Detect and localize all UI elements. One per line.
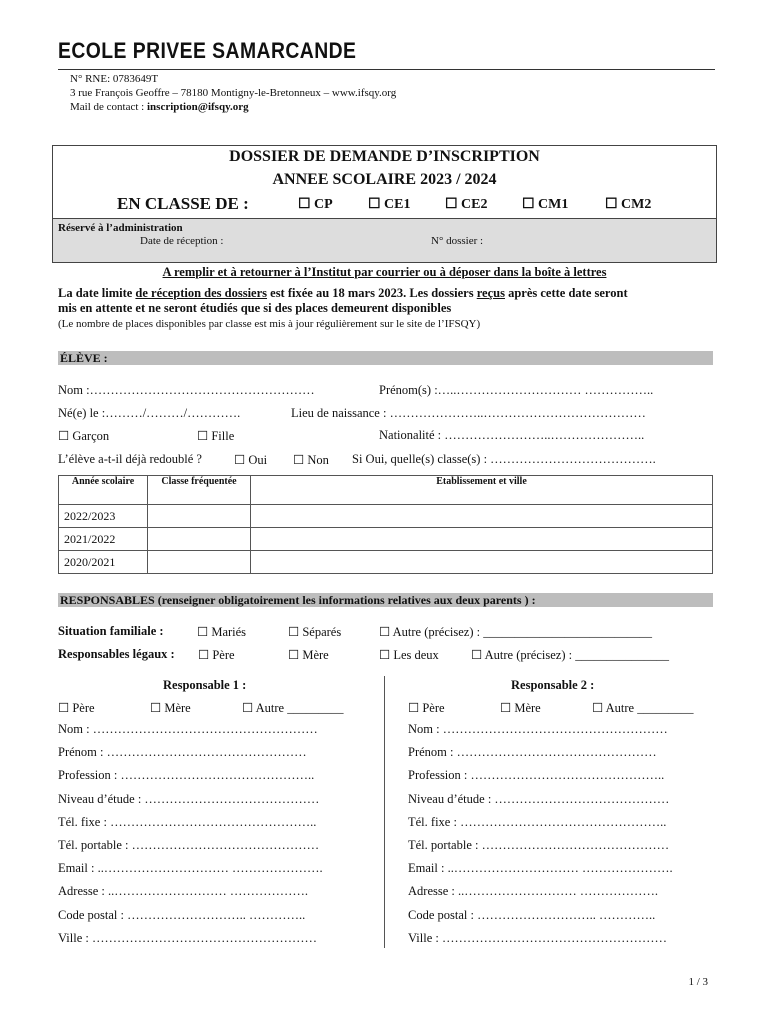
redouble-classes-field[interactable]: Si Oui, quelle(s) classe(s) : …………………………………. (352, 452, 656, 466)
column-divider (384, 676, 385, 948)
responsable-1-option-autre[interactable]: ☐ Autre _________ (242, 701, 344, 715)
responsable-2-title: Responsable 2 : (511, 678, 595, 692)
responsable-2-option-pere[interactable]: ☐ Père (408, 701, 445, 715)
responsable-1-niveau-etude-field[interactable]: Niveau d’étude : …………………………………… (58, 791, 320, 806)
admin-label: Réservé à l’administration (58, 222, 183, 234)
responsable-1-tel-portable-field[interactable]: Tél. portable : ……………………………………… (58, 837, 320, 852)
col-classe: Classe fréquentée (148, 476, 251, 505)
deadline-text-b: est fixée au 18 mars 2023. Les dossiers (267, 286, 477, 300)
class-option-cm2[interactable]: ☐ CM2 (605, 197, 652, 212)
situation-label: Situation familiale : (58, 624, 164, 638)
contact-mail (70, 100, 249, 115)
year-cell: 2021/2022 (59, 528, 148, 551)
col-etablissement: Etablissement et ville (251, 476, 713, 505)
section-responsables: RESPONSABLES (renseigner obligatoirement les informations relatives aux deux parents ) : (58, 593, 713, 607)
responsable-2-adresse-field[interactable]: Adresse : ..……………………… ………………. (408, 884, 658, 899)
legaux-mere[interactable]: ☐ Mère (288, 648, 329, 662)
redouble-oui-checkbox[interactable]: ☐ Oui (234, 453, 268, 467)
eleve-birthplace-field[interactable]: Lieu de naissance : …………………..………………………………… (291, 406, 646, 420)
garcon-checkbox[interactable]: ☐ Garçon (58, 429, 110, 443)
mail-value[interactable]: inscription@ifsqy.org (146, 101, 249, 113)
deadline-text-a: La date limite (58, 286, 136, 300)
table-row (59, 551, 713, 574)
redouble-question: L’élève a-t-il déjà redoublé ? (58, 452, 202, 466)
class-option-cm1[interactable]: ☐ CM1 (522, 197, 569, 212)
responsable-2-column (408, 700, 718, 954)
eleve-prenom-field[interactable]: Prénom(s) :…..………………………… …………….. (379, 383, 654, 397)
responsable-1-code-postal-field[interactable]: Code postal : ……………………….. ………….. (58, 907, 306, 922)
legaux-label: Responsables légaux : (58, 647, 175, 661)
responsable-1-profession-field[interactable]: Profession : ……………………………………….. (58, 768, 315, 783)
class-cell[interactable] (148, 528, 251, 551)
class-option-ce1[interactable]: ☐ CE1 (368, 197, 411, 212)
dossier-number-label: N° dossier : (431, 235, 484, 247)
deadline-text-u2: reçus (476, 286, 505, 300)
responsable-1-prenom-field[interactable]: Prénom : ………………………………………… (58, 745, 307, 760)
eleve-birthdate-field[interactable]: Né(e) le :………/………/…………. (58, 406, 241, 420)
school-cell[interactable] (251, 551, 713, 574)
eleve-nom-field[interactable]: Nom :……………………………………………… (58, 383, 315, 397)
responsable-1-ville-field[interactable]: Ville : ……………………………………………… (58, 930, 317, 945)
class-option-cp[interactable]: ☐ CP (298, 197, 333, 212)
responsable-1-adresse-field[interactable]: Adresse : ..……………………… ………………. (58, 884, 308, 899)
class-option-ce2[interactable]: ☐ CE2 (445, 197, 488, 212)
fille-checkbox[interactable]: ☐ Fille (197, 429, 235, 443)
responsable-2-code-postal-field[interactable]: Code postal : ……………………….. ………….. (408, 907, 656, 922)
responsable-2-profession-field[interactable]: Profession : ……………………………………….. (408, 768, 665, 783)
responsable-1-tel-fixe-field[interactable]: Tél. fixe : ………………………………………….. (58, 814, 317, 829)
deadline-line-2: mis en attente et ne seront étudiés que si des places demeurent disponibles (58, 301, 452, 315)
responsable-2-nom-field[interactable]: Nom : ……………………………………………… (408, 722, 668, 736)
col-annee: Année scolaire (59, 476, 148, 505)
year-cell: 2020/2021 (59, 551, 148, 574)
responsable-1-column (58, 700, 378, 954)
table-row (59, 528, 713, 551)
reception-date-label: Date de réception : (140, 235, 224, 247)
mail-label: Mail de contact : (70, 101, 147, 113)
school-address: 3 rue François Geoffre – 78180 Montigny-le-Bretonneux – www.ifsqy.org (70, 87, 397, 99)
responsable-1-nom-field[interactable]: Nom : ……………………………………………… (58, 722, 318, 736)
responsable-2-prenom-field[interactable]: Prénom : ………………………………………… (408, 745, 657, 760)
responsable-2-email-field[interactable]: Email : ..………………………… …………………. (408, 861, 673, 876)
class-cell[interactable] (148, 551, 251, 574)
responsable-2-tel-portable-field[interactable]: Tél. portable : ……………………………………… (408, 837, 670, 852)
responsable-1-option-mere[interactable]: ☐ Mère (150, 701, 191, 715)
school-name: ECOLE PRIVEE SAMARCANDE (58, 38, 357, 63)
responsable-1-email-field[interactable]: Email : ..………………………… …………………. (58, 861, 323, 876)
class-label: EN CLASSE DE : (117, 194, 249, 213)
situation-maries[interactable]: ☐ Mariés (197, 625, 247, 639)
responsable-2-ville-field[interactable]: Ville : ……………………………………………… (408, 930, 667, 945)
header-divider (58, 69, 715, 70)
return-note: A remplir et à retourner à l’Institut par courrier ou à déposer dans la boîte à lettres (162, 265, 607, 279)
school-year: ANNEE SCOLAIRE 2023 / 2024 (272, 171, 497, 188)
rne-number: N° RNE: 0783649T (70, 73, 159, 85)
table-header-row (59, 476, 713, 505)
form-title: DOSSIER DE DEMANDE D’INSCRIPTION (229, 148, 540, 165)
responsable-2-option-mere[interactable]: ☐ Mère (500, 701, 541, 715)
responsable-2-niveau-etude-field[interactable]: Niveau d’étude : …………………………………… (408, 791, 670, 806)
section-eleve: ÉLÈVE : (58, 351, 713, 365)
legaux-pere[interactable]: ☐ Père (198, 648, 235, 662)
admin-reserved-area (53, 218, 716, 262)
table-row (59, 505, 713, 528)
redouble-non-checkbox[interactable]: ☐ Non (293, 453, 329, 467)
responsable-2-tel-fixe-field[interactable]: Tél. fixe : ………………………………………….. (408, 814, 667, 829)
situation-separes[interactable]: ☐ Séparés (288, 625, 342, 639)
class-selection (52, 196, 717, 216)
responsable-1-title: Responsable 1 : (163, 678, 247, 692)
page-number: 1 / 3 (688, 976, 708, 988)
responsable-2-option-autre[interactable]: ☐ Autre _________ (592, 701, 694, 715)
class-cell[interactable] (148, 505, 251, 528)
situation-autre[interactable]: ☐ Autre (précisez) : ___________________________ (379, 625, 652, 639)
school-cell[interactable] (251, 505, 713, 528)
nationalite-field[interactable]: Nationalité : ……………………..………………….. (379, 428, 645, 442)
school-cell[interactable] (251, 528, 713, 551)
deadline-text-c: après cette date seront (504, 286, 628, 300)
places-note: (Le nombre de places disponibles par classe est mis à jour régulièrement sur le site de l’IFSQY) (58, 318, 481, 330)
legaux-autre[interactable]: ☐ Autre (précisez) : _______________ (471, 648, 669, 662)
deadline-text-u1: de réception des dossiers (135, 286, 268, 300)
year-cell: 2022/2023 (59, 505, 148, 528)
deadline-line-1 (58, 286, 628, 301)
responsable-1-option-pere[interactable]: ☐ Père (58, 701, 95, 715)
legaux-les-deux[interactable]: ☐ Les deux (379, 648, 439, 662)
schooling-history-table (58, 475, 713, 574)
